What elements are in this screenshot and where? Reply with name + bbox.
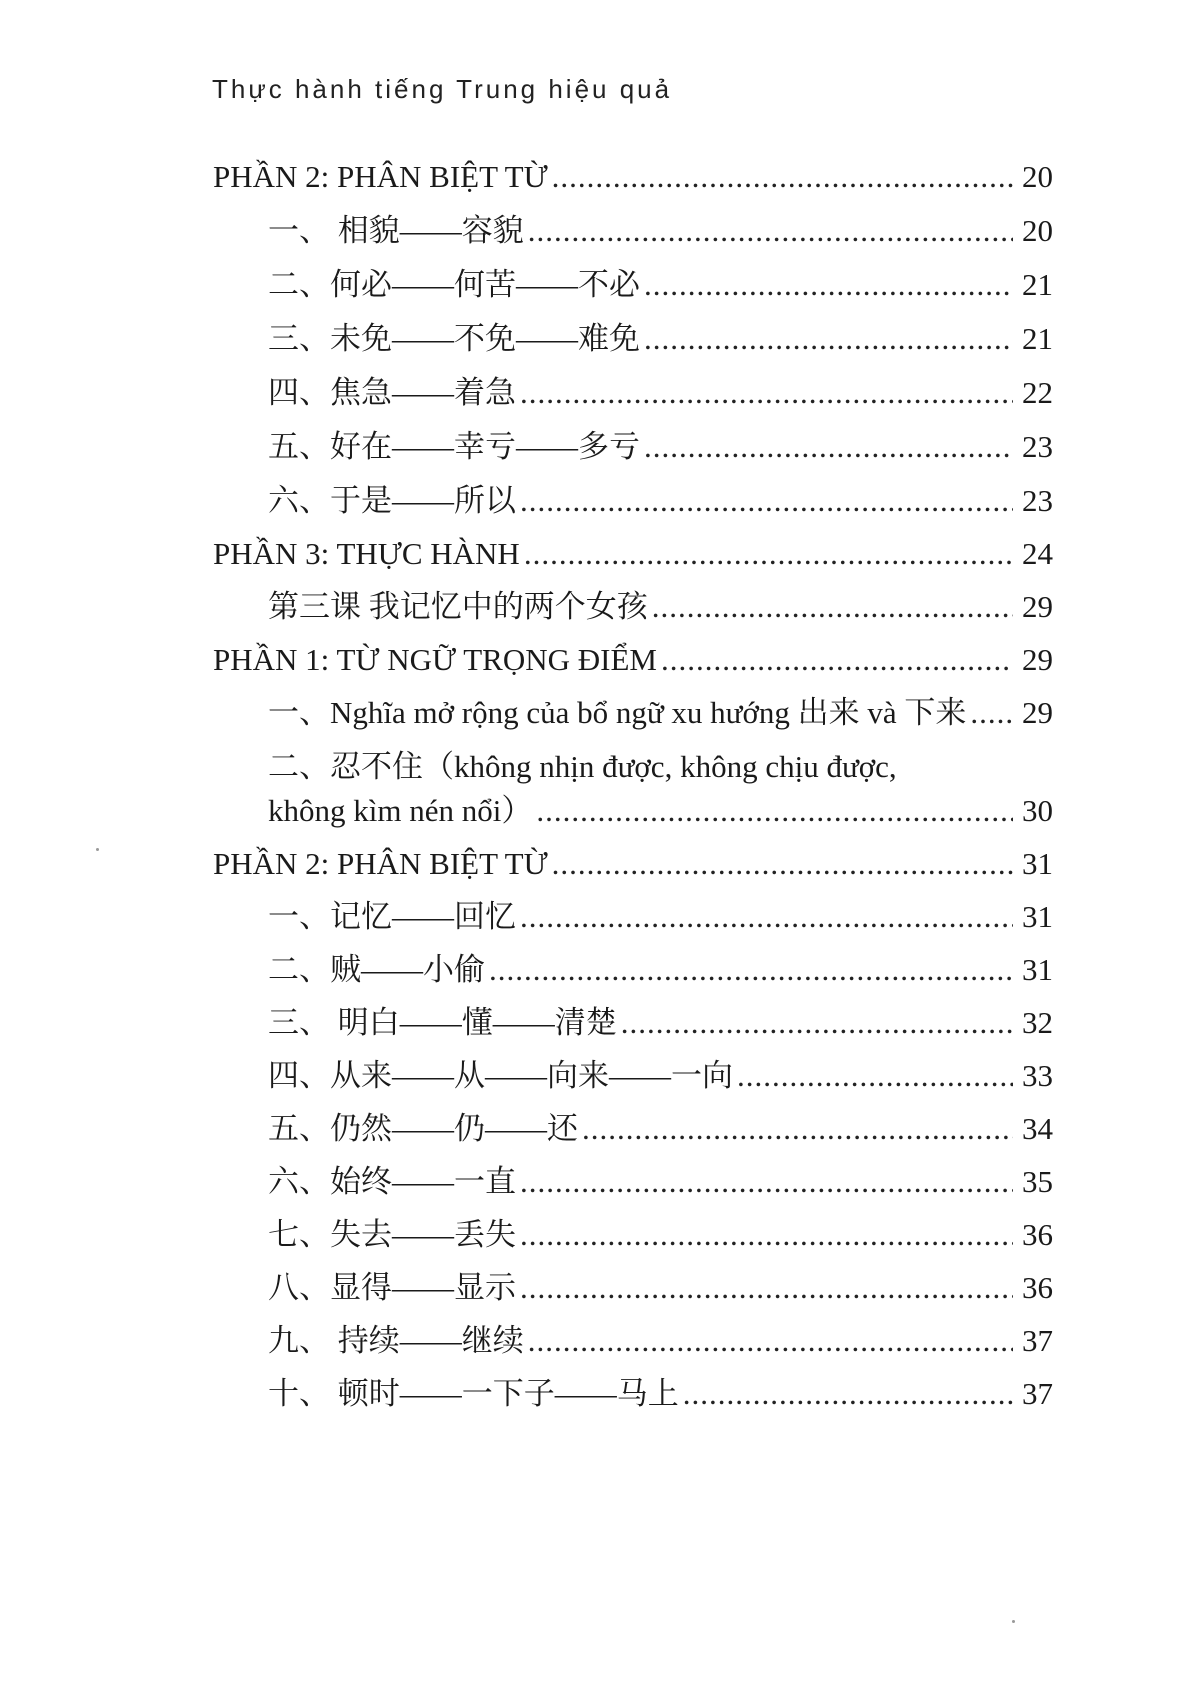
- toc-entry[interactable]: [268, 320, 1053, 358]
- toc-entry[interactable]: [268, 588, 1053, 626]
- toc-entry-label: PHẦN 3: THỰC HÀNH: [213, 536, 520, 571]
- toc-entry-label: 一、Nghĩa mở rộng của bổ ngữ xu hướng 出来 và 下来: [268, 695, 967, 730]
- leader-dots: [737, 1057, 1013, 1095]
- toc-entry-page: 37: [1022, 1323, 1053, 1358]
- toc-entry[interactable]: [268, 1004, 1053, 1042]
- leader-dots: [536, 792, 1013, 830]
- toc-entry[interactable]: [268, 1322, 1053, 1360]
- toc-entry-page: 36: [1022, 1270, 1053, 1305]
- leader-dots: [528, 1322, 1013, 1360]
- toc-entry[interactable]: [268, 1110, 1053, 1148]
- toc-entry[interactable]: [268, 694, 1053, 732]
- toc-entry-label: 三、 明白——懂——清楚: [268, 1005, 617, 1040]
- leader-dots: [582, 1110, 1013, 1148]
- toc-entry-label: 十、 顿时——一下子——马上: [268, 1376, 679, 1411]
- toc-entry-page: 23: [1022, 483, 1053, 518]
- toc-entry-label: 六、于是——所以: [268, 483, 516, 518]
- toc-entry-page: 32: [1022, 1005, 1053, 1040]
- running-header: Thực hành tiếng Trung hiệu quả: [212, 74, 673, 104]
- toc-entry[interactable]: [268, 428, 1053, 466]
- toc-entry[interactable]: [268, 1269, 1053, 1307]
- toc-entry-page: 24: [1022, 536, 1053, 571]
- toc-entry-page: 34: [1022, 1111, 1053, 1146]
- toc-entry-page: 36: [1022, 1217, 1053, 1252]
- toc-entry-page: 37: [1022, 1376, 1053, 1411]
- toc-entry-label: 四、焦急——着急: [268, 375, 516, 410]
- toc-entry-page: 21: [1022, 321, 1053, 356]
- toc-entry-label: PHẦN 1: TỪ NGỮ TRỌNG ĐIỂM: [213, 642, 657, 677]
- toc-entry-label: 九、 持续——继续: [268, 1323, 524, 1358]
- toc-entry-label: 七、失去——丢失: [268, 1217, 516, 1252]
- toc-entry-label: 一、 相貌——容貌: [268, 213, 524, 248]
- leader-dots: [970, 694, 1013, 732]
- leader-dots: [552, 158, 1013, 196]
- toc-entry-page: 33: [1022, 1058, 1053, 1093]
- toc-entry-label: không kìm nén nổi）: [268, 793, 533, 828]
- toc-entry-label-line1: 二、忍不住（không nhịn được, không chịu được,: [268, 749, 897, 784]
- leader-dots: [520, 1269, 1013, 1307]
- toc-entry-page: 20: [1022, 213, 1053, 248]
- toc-entry-label: PHẦN 2: PHÂN BIỆT TỪ: [213, 159, 548, 194]
- toc-entry-page: 31: [1022, 846, 1053, 881]
- toc-entry[interactable]: [268, 792, 1053, 830]
- toc-entry[interactable]: [268, 1375, 1053, 1413]
- leader-dots: [520, 1163, 1013, 1201]
- toc-entry-label: 二、何必——何苦——不必: [268, 267, 640, 302]
- toc-entry-label: 六、始终——一直: [268, 1164, 516, 1199]
- toc-entry[interactable]: [268, 951, 1053, 989]
- leader-dots: [644, 266, 1013, 304]
- toc-entry-page: 30: [1022, 793, 1053, 828]
- leader-dots: [520, 1216, 1013, 1254]
- toc-entry-page: 23: [1022, 429, 1053, 464]
- scan-speck: [96, 848, 99, 851]
- toc-entry[interactable]: [268, 266, 1053, 304]
- leader-dots: [644, 428, 1013, 466]
- toc-entry[interactable]: [213, 158, 1053, 196]
- toc-entry-label: 三、未免——不免——难免: [268, 321, 640, 356]
- toc-entry-page: 29: [1022, 642, 1053, 677]
- toc-entry-label: 五、仍然——仍——还: [268, 1111, 578, 1146]
- toc-entry-label: 八、显得——显示: [268, 1270, 516, 1305]
- leader-dots: [652, 588, 1013, 626]
- toc-entry[interactable]: [268, 374, 1053, 412]
- toc-entry[interactable]: [268, 1057, 1053, 1095]
- leader-dots: [489, 951, 1013, 989]
- toc-entry[interactable]: [268, 1163, 1053, 1201]
- scan-speck: [1012, 1620, 1015, 1623]
- toc-entry-page: 31: [1022, 899, 1053, 934]
- leader-dots: [683, 1375, 1013, 1413]
- toc-entry-page: 21: [1022, 267, 1053, 302]
- toc-entry-label: PHẦN 2: PHÂN BIỆT TỪ: [213, 846, 548, 881]
- toc-entry-page: 20: [1022, 159, 1053, 194]
- leader-dots: [520, 482, 1013, 520]
- leader-dots: [524, 535, 1013, 573]
- toc-entry-page: 22: [1022, 375, 1053, 410]
- leader-dots: [644, 320, 1013, 358]
- toc-entry-page: 31: [1022, 952, 1053, 987]
- toc-entry[interactable]: [268, 1216, 1053, 1254]
- leader-dots: [520, 898, 1013, 936]
- toc-entry[interactable]: [213, 845, 1053, 883]
- toc-entry[interactable]: [213, 641, 1053, 679]
- leader-dots: [520, 374, 1013, 412]
- toc-entry[interactable]: [268, 898, 1053, 936]
- leader-dots: [552, 845, 1013, 883]
- toc-entry[interactable]: [213, 535, 1053, 573]
- toc-entry-page: 29: [1022, 695, 1053, 730]
- toc-entry-label: 五、好在——幸亏——多亏: [268, 429, 640, 464]
- toc-entry-page: 29: [1022, 589, 1053, 624]
- toc-entry-label: 二、贼——小偷: [268, 952, 485, 987]
- toc-entry-label: 四、从来——从——向来——一向: [268, 1058, 733, 1093]
- toc-entry-page: 35: [1022, 1164, 1053, 1199]
- toc-entry[interactable]: [268, 212, 1053, 250]
- leader-dots: [528, 212, 1013, 250]
- toc-entry-label: 第三课 我记忆中的两个女孩: [268, 589, 648, 624]
- toc-entry[interactable]: [268, 482, 1053, 520]
- leader-dots: [661, 641, 1013, 679]
- leader-dots: [621, 1004, 1013, 1042]
- toc-entry-label: 一、记忆——回忆: [268, 899, 516, 934]
